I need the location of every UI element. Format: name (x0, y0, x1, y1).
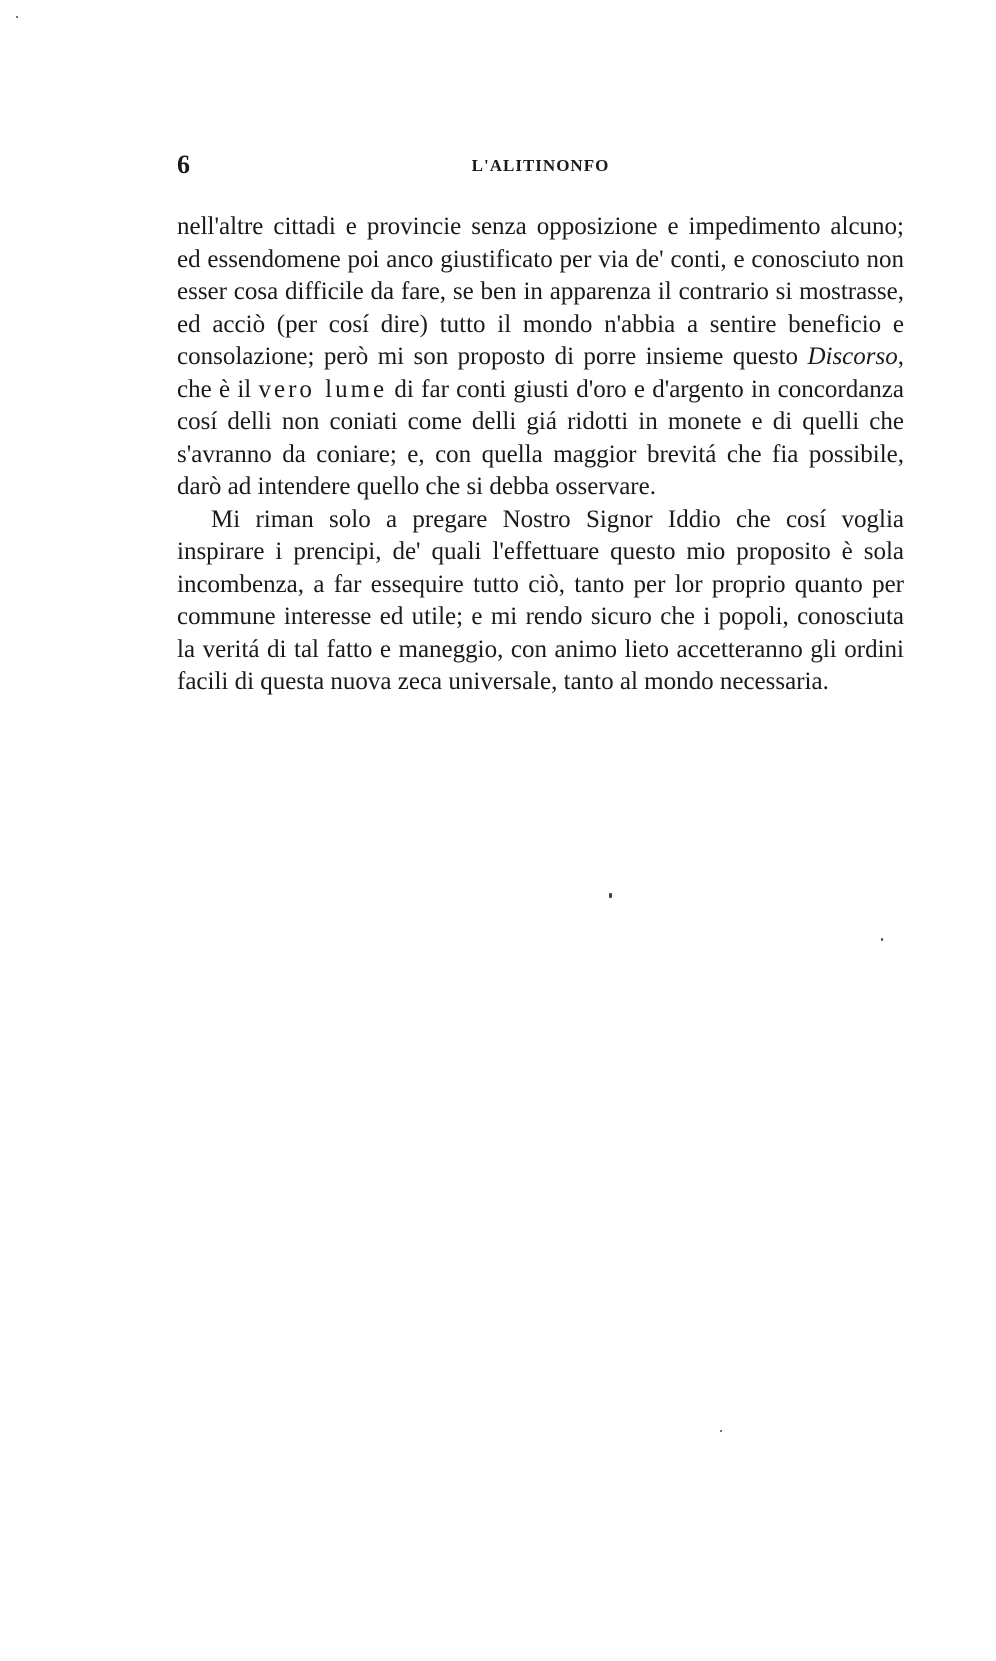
page-number: 6 (177, 150, 190, 179)
paragraph-1-text-c: di far conti giusti d'oro e d'argento in concordanza cosí delli non coniati come delli giá ridotti in monete e di quelli che s'avranno da coniare; e, con quella maggior brevitá che fia possibile, darò ad intendere quello che si debba osservare. (177, 375, 904, 500)
running-title: L'ALITINONFO (471, 156, 610, 175)
page-header (177, 150, 904, 190)
scan-speck (609, 893, 612, 898)
paragraph-2: Mi riman solo a pregare Nostro Signor Iddio che cosí voglia inspirare i prencipi, de' quali l'effettuare questo mio proposito è sola incombenza, a far essequire tutto ciò, tanto per lor proprio quanto per commune interesse ed utile; e mi rendo sicuro che i popoli, conosciuta la veritá di tal fatto e maneggio, con animo lieto accetteranno gli ordini facili di questa nuova zeca universale, tanto al mondo necessaria. (177, 505, 904, 695)
scan-speck (720, 1430, 722, 1432)
paragraph-1 (177, 211, 904, 504)
discorso-title: Discorso (807, 343, 898, 370)
scan-speck (881, 938, 883, 941)
spaced-phrase: vero lume (258, 375, 388, 403)
scan-speck (16, 16, 18, 18)
body-text (177, 211, 904, 699)
paragraph-1-text-b: , che è il (177, 343, 904, 403)
paragraph-1-text-a: nell'altre cittadi e provincie senza opposizione e impedimento alcuno; ed essendomene poi anco giustificato per via de' conti, e conosciuto non esser cosa difficile da fare, se ben in apparenza il contrario si mostrasse, ed acciò (per cosí dire) tutto il mondo n'abbia a sentire beneficio e consolazione; però mi son proposto di porre insieme questo (177, 213, 904, 370)
